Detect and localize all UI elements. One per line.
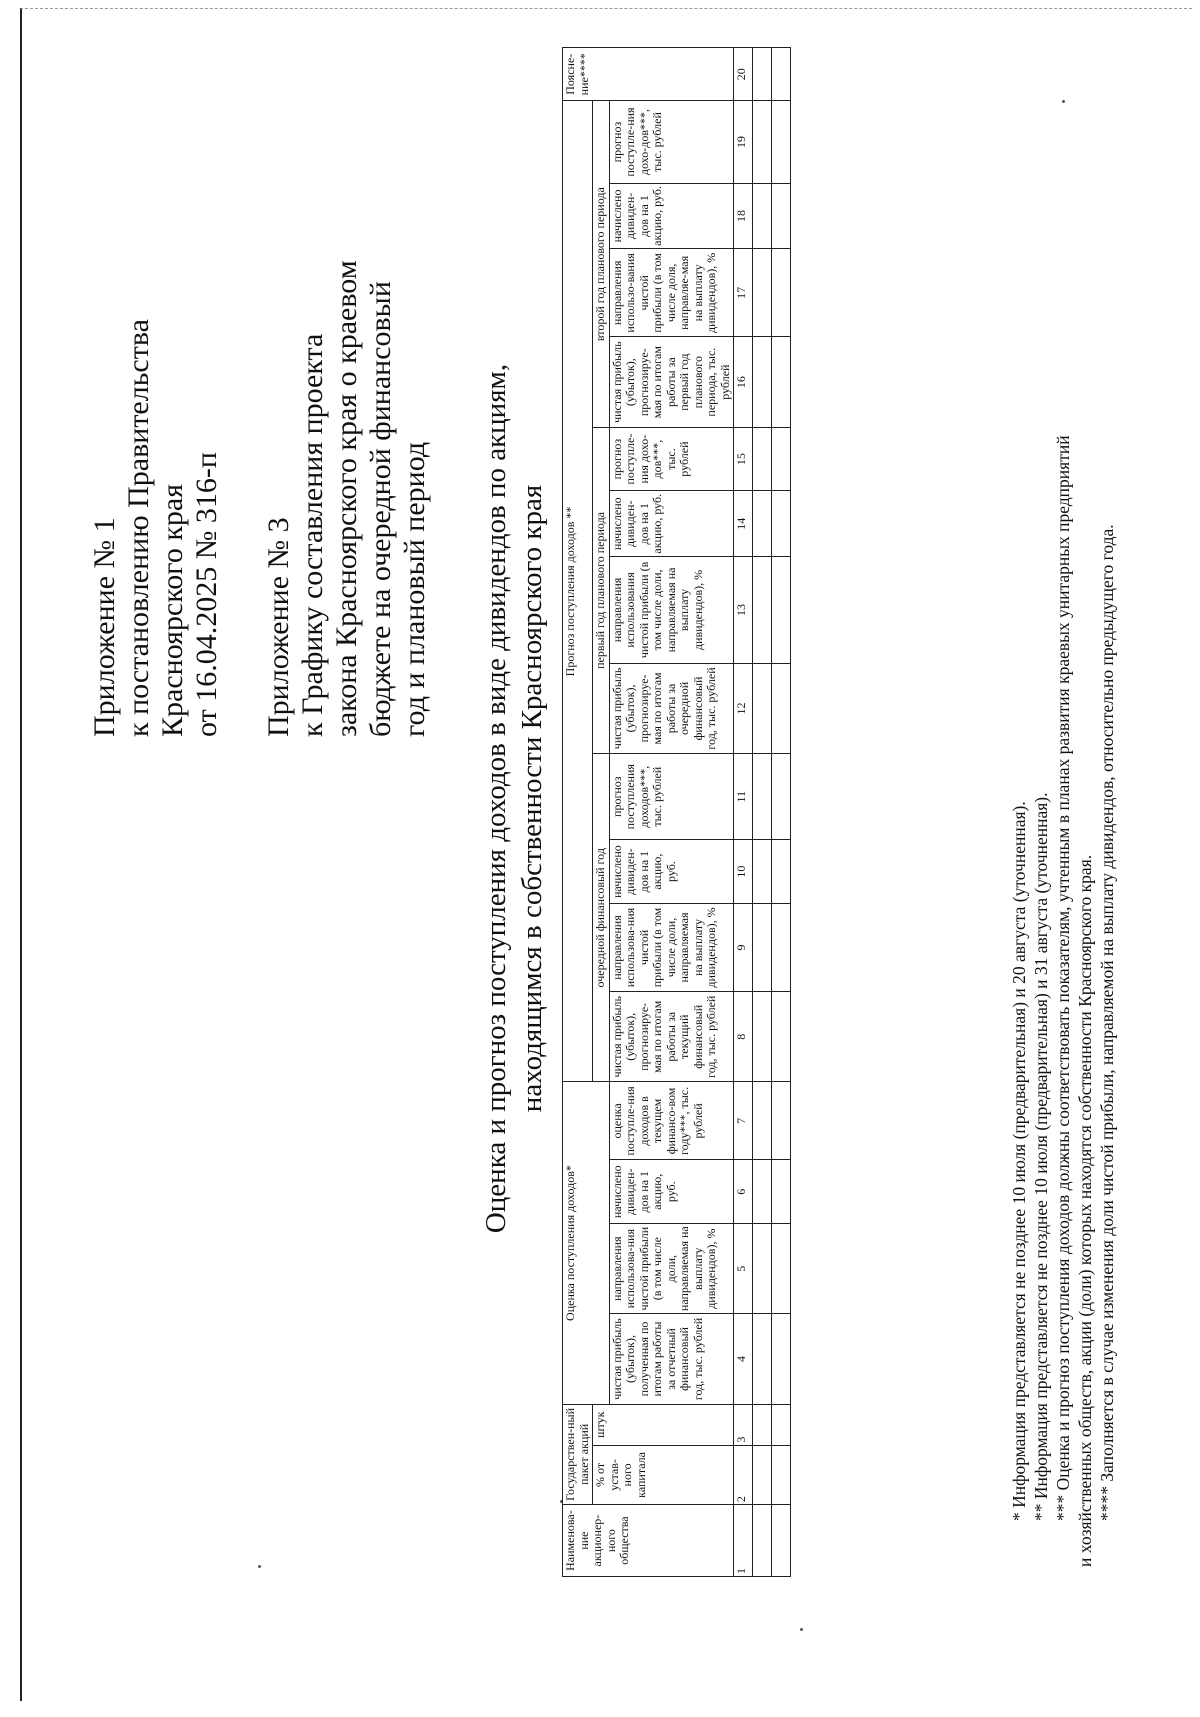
header-col-15: прогноз поступле-ния дохо-дов***, тыс. рублей	[609, 427, 734, 491]
header-col-10: начислено дивиден-дов на 1 акцию, руб.	[609, 840, 734, 904]
appendix-1-line: от 16.04.2025 № 316-п	[190, 452, 223, 737]
column-number: 10	[734, 840, 753, 904]
empty-data-row	[753, 48, 772, 1577]
title-line-1: Оценка и прогноз поступления доходов в виде дивидендов по акциям,	[480, 363, 512, 1234]
header-company-name: Наименова-ние акционер-ного общества	[563, 1505, 734, 1577]
column-number: 17	[734, 249, 753, 337]
column-number: 4	[734, 1314, 753, 1404]
document-title	[478, 0, 550, 1717]
appendix-1-line: Приложение № 1	[88, 517, 121, 737]
header-col-6: начислено дивиден-дов на 1 акцию, руб.	[609, 1160, 734, 1224]
header-first-plan-year: первый год планового периода	[593, 427, 610, 753]
header-col-5: направления использова-ния чистой прибыли (в том числе доли, направляемая на выплату дивидендов), %	[609, 1224, 734, 1314]
column-number: 1	[734, 1505, 753, 1577]
dividends-table	[562, 47, 791, 1577]
appendix-3-line: бюджете на очередной финансовый	[364, 281, 397, 737]
header-col-9: направления использова-ния чистой прибыли (в том числе доли, направляемая на выплату дивидендов), %	[609, 903, 734, 991]
column-number: 18	[734, 183, 753, 249]
column-number: 12	[734, 663, 753, 753]
column-number: 7	[734, 1082, 753, 1160]
title-line-2: находящимся в собственности Красноярского края	[516, 484, 548, 1113]
footnote-1: * Информация представляется не позднее 10 июля (предварительная) и 20 августа (уточненная).	[1009, 801, 1029, 1521]
header-col-8: чистая прибыль (убыток), прогнозируе-мая по итогам работы за текущий финансовый год, тыс. рублей	[609, 992, 734, 1082]
dividends-table-wrap	[562, 47, 791, 1577]
header-next-year: очередной финансовый год	[593, 754, 610, 1082]
column-number: 14	[734, 491, 753, 557]
empty-data-row	[772, 48, 791, 1577]
footnote-4: **** Заполняется в случае изменения доли чистой прибыли, направляемой на выплату дивидендов, относительно предыдущего года.	[1097, 524, 1117, 1521]
appendix-3-line: год и плановый период	[398, 441, 431, 737]
header-col-18: начислено дивиден-дов на 1 акцию, руб.	[609, 183, 734, 249]
appendix-3-line: к Графику составления проекта	[296, 333, 329, 737]
appendix-3-line: Приложение № 3	[262, 517, 295, 737]
column-number: 11	[734, 754, 753, 840]
header-forecast: Прогноз поступления доходов **	[563, 101, 593, 1082]
column-number: 15	[734, 427, 753, 491]
header-estimate: Оценка поступления доходов*	[563, 1082, 610, 1404]
appendix-3-line: закона Красноярского края о краевом	[330, 260, 363, 737]
footnotes	[1008, 37, 1118, 1567]
header-col-4: чистая прибыль (убыток), полученная по итогам работы за отчетный финансовый год, тыс. рублей	[609, 1314, 734, 1404]
header-col-19: прогноз поступле-ния дохо-дов***, тыс. рублей	[609, 101, 734, 183]
column-number: 9	[734, 903, 753, 991]
column-number: 20	[734, 48, 753, 102]
header-col-16: чистая прибыль (убыток), прогнозируе-мая по итогам работы за первый год планового периода, тыс. рублей	[609, 337, 734, 427]
column-number: 8	[734, 992, 753, 1082]
header-quantity: штук	[593, 1404, 734, 1445]
column-number: 2	[734, 1445, 753, 1505]
appendix-header	[88, 260, 432, 737]
appendix-1-line: к постановлению Правительства	[122, 319, 155, 737]
header-col-14: начислено дивиден-дов на 1 акцию, руб.	[609, 491, 734, 557]
header-state-share: Государствен-ный пакет акций	[563, 1404, 593, 1505]
column-number: 19	[734, 101, 753, 183]
header-percent: % от устав-ного капитала	[593, 1445, 734, 1505]
footnote-3: *** Оценка и прогноз поступления доходов должны соответствовать показателям, учтенным в планах развития краевых унитарных предприятий	[1053, 435, 1073, 1521]
header-col-7: оценка поступле-ния доходов в текущем финансо-вом году***, тыс. рублей	[609, 1082, 734, 1160]
column-number: 13	[734, 557, 753, 664]
column-number: 5	[734, 1224, 753, 1314]
header-col-11: прогноз поступления доходов***, тыс. рублей	[609, 754, 734, 840]
header-explanation: Поясне-ние****	[563, 48, 734, 102]
header-col-13: направления использования чистой прибыли (в том числе доли, направляемая на выплату дивидендов), %	[609, 557, 734, 664]
column-number: 6	[734, 1160, 753, 1224]
header-col-12: чистая прибыль (убыток), прогнозируе-мая по итогам работы за очередной финансовый год, тыс. рублей	[609, 663, 734, 753]
appendix-1-line: Красноярского края	[156, 483, 189, 737]
column-number: 3	[734, 1404, 753, 1445]
column-number-row	[734, 48, 753, 1577]
column-number: 16	[734, 337, 753, 427]
footnote-3-continued: и хозяйственных обществ, акции (доли) которых находятся собственности Красноярского края.	[1075, 854, 1095, 1567]
header-second-plan-year: второй год планового периода	[593, 101, 610, 427]
header-col-17: направления использо-вания чистой прибыли (в том числе доля, направляе-мая на выплату дивидендов), %	[609, 249, 734, 337]
footnote-2: ** Информация представляется не позднее 10 июля (предварительная) и 31 августа (уточненная).	[1031, 792, 1051, 1521]
